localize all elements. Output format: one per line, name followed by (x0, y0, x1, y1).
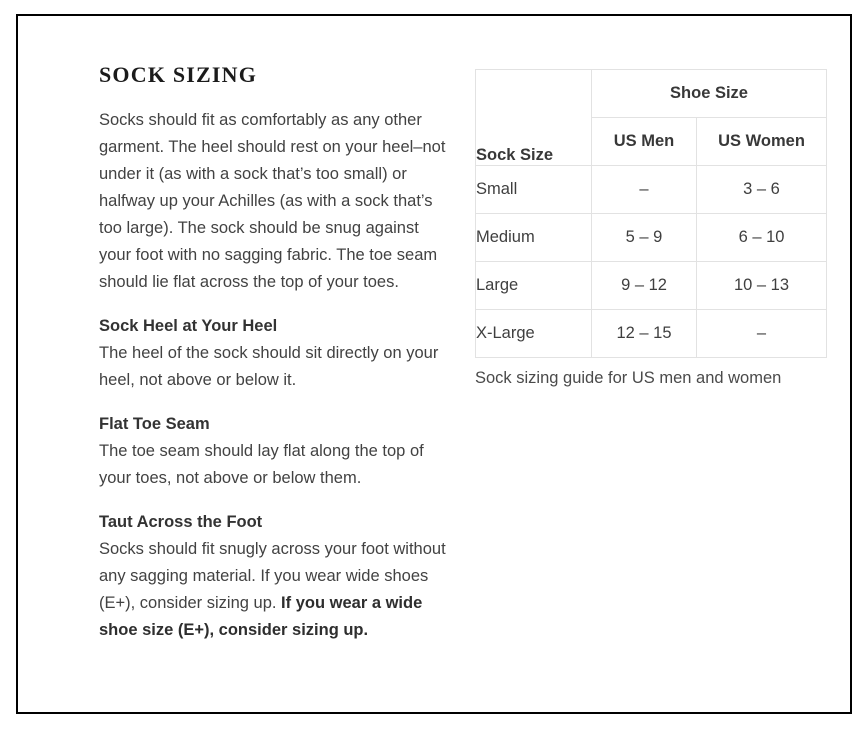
section-body-bold: If you wear a wide shoe size (E+), consider sizing up. (99, 594, 423, 639)
row-label: Large (476, 262, 592, 310)
section-taut-across-foot (99, 509, 451, 644)
table-row-large (476, 262, 827, 310)
us-women-value: – (697, 310, 827, 358)
us-women-value: 3 – 6 (697, 166, 827, 214)
table-caption: Sock sizing guide for US men and women (475, 369, 782, 387)
row-label: Small (476, 166, 592, 214)
section-body (99, 536, 451, 644)
section-heading: Sock Heel at Your Heel (99, 317, 278, 335)
sizing-table-area (475, 69, 827, 392)
us-men-value: 9 – 12 (592, 262, 697, 310)
us-women-value: 6 – 10 (697, 214, 827, 262)
column-group-header-shoe-size: Shoe Size (592, 70, 827, 118)
sock-sizing-table (475, 69, 827, 358)
column-header-sock-size: Sock Size (476, 70, 592, 166)
section-body-text: Socks should fit snugly across your foot without any sagging material. If you wear wide shoes (E+), consider sizing up. (99, 540, 446, 612)
row-label: Medium (476, 214, 592, 262)
us-men-value: 12 – 15 (592, 310, 697, 358)
section-heading: Flat Toe Seam (99, 415, 210, 433)
table-row-medium (476, 214, 827, 262)
page-frame (16, 14, 852, 714)
table-header-row-group (476, 70, 827, 118)
column-header-us-men: US Men (592, 118, 697, 166)
section-sock-heel (99, 313, 451, 394)
us-men-value: 5 – 9 (592, 214, 697, 262)
table-row-small (476, 166, 827, 214)
section-body: The toe seam should lay flat along the top of your toes, not above or below them. (99, 442, 424, 487)
intro-paragraph: Socks should fit as comfortably as any other garment. The heel should rest on your heel–not under it (as with a sock that’s too small) or halfway up your Achilles (as with a sock that’s too large). The sock should be snug against your foot with no sagging fabric. The toe seam should lie flat across the top of your toes. (99, 111, 446, 291)
us-women-value: 10 – 13 (697, 262, 827, 310)
row-label: X-Large (476, 310, 592, 358)
page-title: SOCK SIZING (99, 62, 258, 87)
section-flat-toe-seam (99, 411, 451, 492)
article-column (99, 62, 451, 644)
section-body: The heel of the sock should sit directly on your heel, not above or below it. (99, 344, 439, 389)
column-header-us-women: US Women (697, 118, 827, 166)
section-heading: Taut Across the Foot (99, 513, 263, 531)
us-men-value: – (592, 166, 697, 214)
table-row-x-large (476, 310, 827, 358)
